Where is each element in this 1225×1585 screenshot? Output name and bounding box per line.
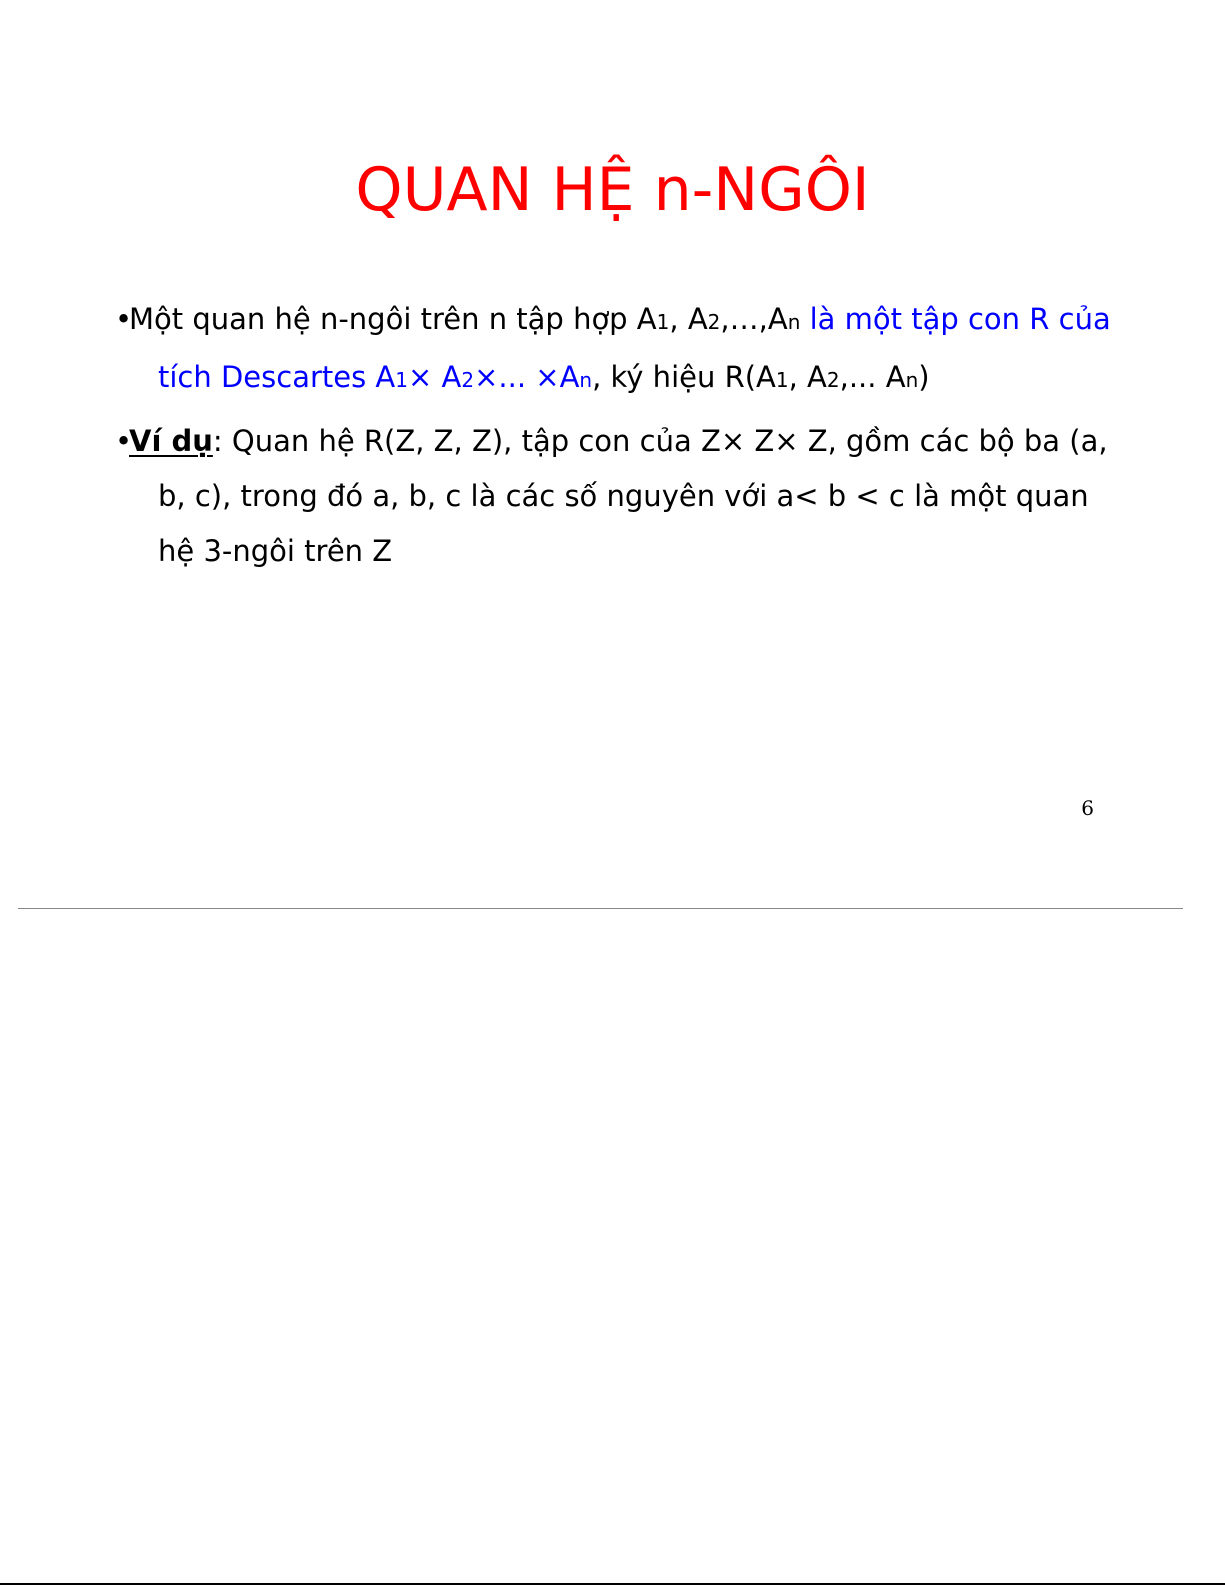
subscript: n [787,310,801,334]
definition-text-4: , ký hiệu R(A [592,360,776,394]
example-text: : Quan hệ R(Z, Z, Z), tập con của Z× Z× Z, gồm các bộ ba (a, b, c), trong đó a, b, c là các số nguyên với a< b < c là một quan hệ 3-ngôi trên Z [158,424,1108,568]
bullet-definition [115,292,1115,408]
subscript: 1 [656,310,670,334]
definition-text-5: , A [788,360,827,394]
example-label: Ví dụ [129,424,213,458]
bullet-list [115,292,1115,585]
definition-highlight-2: × A [408,360,462,394]
subscript: 1 [775,368,789,392]
definition-text-3: ,…,A [720,302,788,336]
subscript: 2 [707,310,721,334]
subscript: n [579,368,593,392]
bullet-dot: • [115,424,133,458]
bullet-example [115,414,1115,579]
definition-highlight-1: là một tập con R của tích Descartes A [158,302,1111,394]
subscript: n [905,368,919,392]
subscript: 2 [826,368,840,392]
definition-highlight-3: ×... ×A [474,360,580,394]
definition-text-7: ) [918,360,930,394]
bullet-dot: • [115,302,133,336]
definition-text-2: , A [669,302,708,336]
page-divider [18,908,1183,909]
definition-text-1: Một quan hệ n-ngôi trên n tập hợp A [129,302,657,336]
definition-text-6: ,... A [839,360,906,394]
subscript: 1 [395,368,409,392]
page-number: 6 [1081,796,1094,820]
slide-title: QUAN HỆ n-NGÔI [355,155,870,225]
subscript: 2 [461,368,475,392]
